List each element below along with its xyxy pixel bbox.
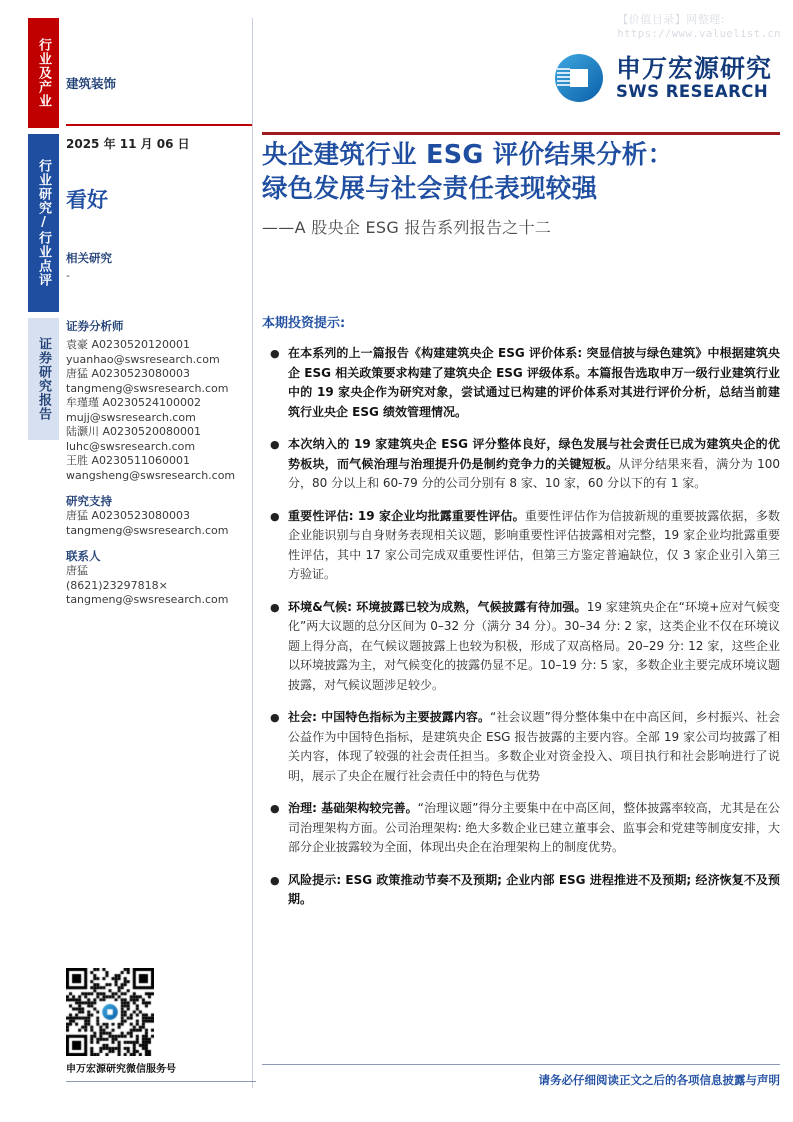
vertical-tag-rail xyxy=(28,18,59,440)
analyst-email[interactable]: tangmeng@swsresearch.com xyxy=(66,381,229,395)
investment-highlights-heading: 本期投资提示: xyxy=(262,316,346,331)
analyst-email[interactable]: yuanhao@swsresearch.com xyxy=(66,352,220,366)
analyst-email[interactable]: luhc@swsresearch.com xyxy=(66,439,196,453)
rating-badge: 看好 xyxy=(66,188,108,212)
qr-rule xyxy=(66,1081,256,1082)
related-research-item[interactable]: - xyxy=(66,269,70,282)
bullet-list xyxy=(262,344,780,910)
bullet-dot-icon: ● xyxy=(270,802,280,815)
analyst-list xyxy=(66,338,252,483)
bullet-lead: 社会: 中国特色指标为主要披露内容。 xyxy=(288,710,491,724)
bullet-item xyxy=(262,598,780,696)
support-line: 唐猛 A0230523080003 xyxy=(66,509,191,522)
logo-text-en: SWS RESEARCH xyxy=(615,81,769,101)
footer-disclaimer: 请务必仔细阅读正文之后的各项信息披露与声明 xyxy=(538,1073,780,1087)
qr-code-block xyxy=(66,968,256,1082)
logo-band xyxy=(262,18,780,124)
rail-segment-industry: 行业及产业 xyxy=(28,18,59,128)
column-divider xyxy=(252,18,253,1088)
bullet-text: 环境&气候: 环境披露已较为成熟，气候披露有待加强。19 家建筑央企在“环境+应对气候变化”两大议题的总分区间为 0–32 分（满分 34 分）。30–34 分: 2 家，这类企业不仅在环境议题上得分高，在气候议题披露上也较为积极，形成了双高格局。20–29 分: 12 家，这些企业以环境披露为主，对气候变化的披露仍显不足。10–19 分: 5 家，多数企业主要完成环境议题披露，对气候议题涉足较少。 xyxy=(288,599,780,692)
footer-rule xyxy=(262,1064,780,1065)
bullet-item xyxy=(262,708,780,786)
page-title-line-2: 绿色发展与社会责任表现较强 xyxy=(262,174,598,204)
analyst-line: 袁豪 A0230520120001 xyxy=(66,338,191,351)
support-email[interactable]: tangmeng@swsresearch.com xyxy=(66,523,229,537)
bullet-item xyxy=(262,435,780,494)
bullet-item xyxy=(262,344,780,422)
bullet-lead: 重要性评估: 19 家企业均批露重要性评估。 xyxy=(288,508,525,523)
contact-phone[interactable]: (8621)23297818× xyxy=(66,578,168,592)
page-title xyxy=(262,138,782,206)
bullet-dot-icon: ● xyxy=(270,873,280,887)
analyst-line: 唐猛 A0230523080003 xyxy=(66,367,191,380)
title-block xyxy=(262,138,782,238)
sws-logo-icon xyxy=(553,52,605,104)
analyst-email[interactable]: mujj@swsresearch.com xyxy=(66,410,196,424)
qr-code[interactable] xyxy=(66,968,154,1056)
analyst-email[interactable]: wangsheng@swsresearch.com xyxy=(66,468,236,482)
logo-text-cn: 申万宏源研究 xyxy=(615,53,772,83)
research-support-heading: 研究支持 xyxy=(66,494,112,508)
bullet-dot-icon: ● xyxy=(270,509,280,523)
rail-segment-report-type: 证券研究报告 xyxy=(28,318,59,440)
page-title-line-1: 央企建筑行业 ESG 评价结果分析： xyxy=(262,140,674,170)
title-rule xyxy=(262,132,780,135)
bullet-lead: 本次纳入的 19 家建筑央企 ESG 评分整体良好，绿色发展与社会责任已成为建筑央企的优势板块，而气候治理与治理提升仍是制约竞争力的关键短板。 xyxy=(288,437,780,471)
analyst-line: 牟瑾瑾 A0230524100002 xyxy=(66,396,202,409)
bullet-text: 治理: 基础架构较完善。“治理议题”得分主要集中在中高区间，整体披露率较高，尤其是在公司治理架构方面。公司治理架构: 绝大多数企业已建立董事会、监事会和党建等制度安排，大部分企业披露较为全面，体现出央企在治理架构上的制度优势。 xyxy=(288,801,780,854)
analyst-line: 王胜 A0230511060001 xyxy=(66,454,191,467)
bullet-item xyxy=(262,507,780,585)
company-logo xyxy=(553,52,772,104)
bullet-item xyxy=(262,799,780,858)
bullet-text: 社会: 中国特色指标为主要披露内容。“社会议题”得分整体集中在中高区间，乡村振兴、社会公益作为中国特色指标，是建筑央企 ESG 报告披露的主要内容。全部 19 家公司均披露了相关内容，体现了较强的社会责任担当。多数企业对资金投入、项目执行和社会影响进行了说明，展示了央企在履行社会责任中的特色与优势 xyxy=(288,710,780,783)
bullet-dot-icon: ● xyxy=(270,347,280,360)
contact-heading: 联系人 xyxy=(66,549,101,563)
bullet-lead: 治理: 基础架构较完善。 xyxy=(288,801,418,815)
sector-rule xyxy=(66,124,252,126)
contact-name: 唐猛 xyxy=(66,564,88,577)
investment-highlights xyxy=(262,312,780,923)
research-support-list xyxy=(66,509,252,538)
page-subtitle: ——A 股央企 ESG 报告系列报告之十二 xyxy=(262,218,552,237)
bullet-dot-icon: ● xyxy=(270,711,280,724)
contact-email[interactable]: tangmeng@swsresearch.com xyxy=(66,593,229,606)
bullet-text: 本次纳入的 19 家建筑央企 ESG 评分整体良好，绿色发展与社会责任已成为建筑央企的优势板块，而气候治理与治理提升仍是制约竞争力的关键短板。从评分结果来看，满分为 100 分，80 分以上和 60-79 分的公司分别有 8 家、10 家，60 分以下的有 1 家。 xyxy=(288,437,780,490)
qr-caption: 申万宏源研究微信服务号 xyxy=(66,1064,176,1075)
bullet-lead: 环境&气候: 环境披露已较为成熟，气候披露有待加强。 xyxy=(288,599,587,614)
bullet-dot-icon: ● xyxy=(270,600,280,614)
left-meta-column xyxy=(66,18,252,608)
sector-name: 建筑装饰 xyxy=(66,76,117,91)
contact-list xyxy=(66,564,252,608)
rail-segment-research: 行业研究/行业点评 xyxy=(28,134,59,312)
watermark-line-1: 【价值目录】网整理: xyxy=(617,13,725,26)
watermark-url: https://www.valuelist.cn xyxy=(617,28,781,40)
analyst-line: 陆灏川 A0230520080001 xyxy=(66,425,202,438)
publish-date: 2025 年 11 月 06 日 xyxy=(66,137,190,151)
bullet-text: 风险提示: ESG 政策推动节奏不及预期; 企业内部 ESG 进程推进不及预期; 经济恢复不及预期。 xyxy=(288,872,780,906)
analyst-heading: 证券分析师 xyxy=(66,319,124,333)
bullet-text: 重要性评估: 19 家企业均批露重要性评估。重要性评估作为信披新规的重要披露依据，多数企业能识别与自身财务表现相关议题，影响重要性评估披露相对完整，19 家企业均批露重要性评估，其中 17 家公司完成双重要性评估，但第三方鉴定普遍缺位，仅 3 家企业引入第三方验证。 xyxy=(288,508,780,581)
bullet-item xyxy=(262,871,780,910)
bullet-dot-icon: ● xyxy=(270,438,280,451)
related-research-heading: 相关研究 xyxy=(66,251,112,265)
bullet-text: 在本系列的上一篇报告《构建建筑央企 ESG 评价体系: 突显信披与绿色建筑》中根据建筑央企 ESG 相关政策要求构建了建筑央企 ESG 评级体系。本篇报告选取申万一级行业建筑行业中的 19 家央企作为研究对象，尝试通过已构建的评价体系对其进行评价分析，总结当前建筑行业央企 ESG 绩效管理情况。 xyxy=(288,346,780,419)
